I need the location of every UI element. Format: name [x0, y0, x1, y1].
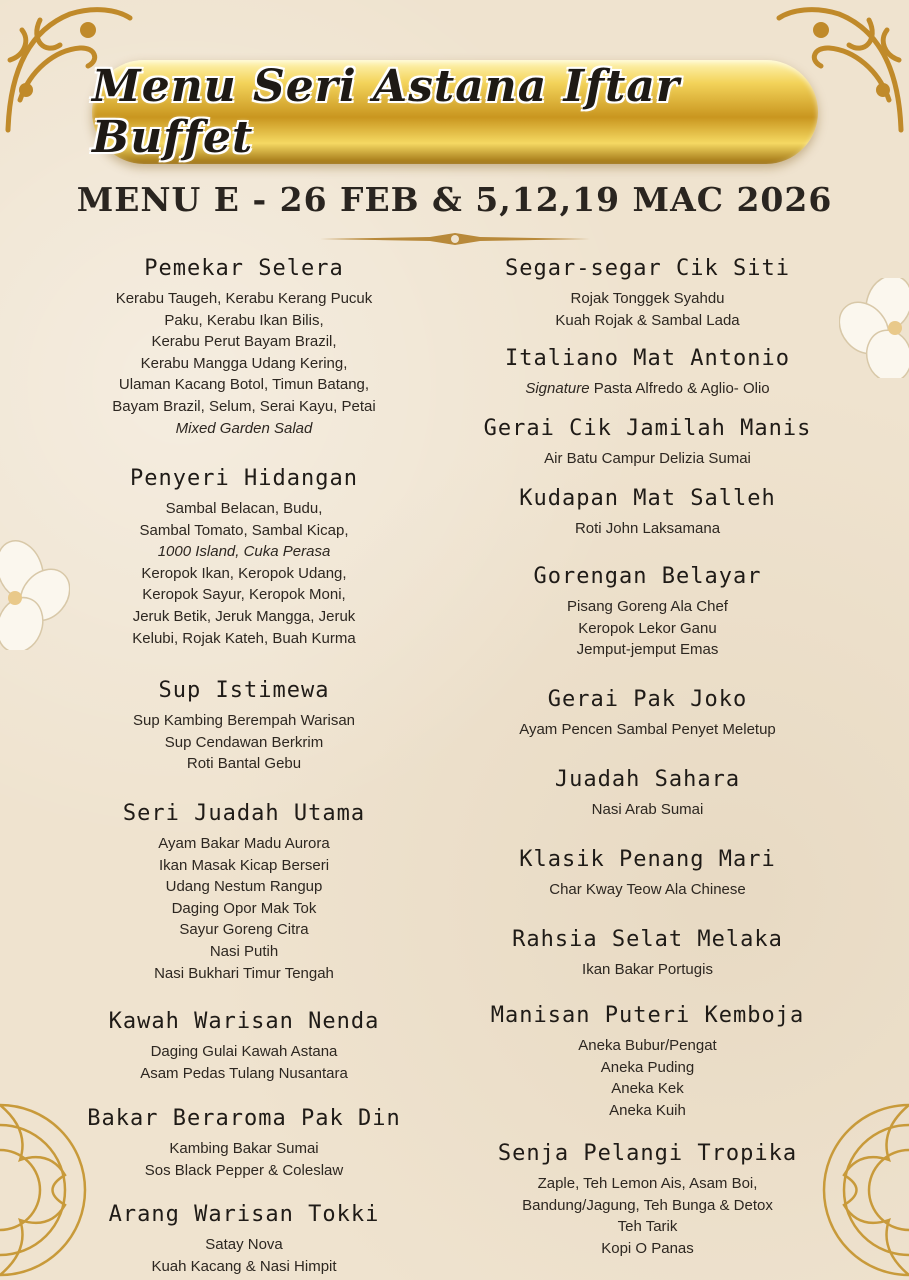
menu-item: Satay Nova	[205, 1236, 283, 1253]
menu-item: Bandung/Jagung, Teh Bunga & Detox	[522, 1196, 773, 1214]
menu-item: Kambing Bakar Sumai	[169, 1140, 319, 1157]
menu-section	[455, 845, 840, 925]
menu-subtitle: MENU E - 26 FEB & 5,12,19 MAC 2026	[76, 180, 833, 219]
menu-section	[455, 685, 840, 765]
menu-section	[44, 254, 444, 464]
menu-item: Udang Nestum Rangup	[165, 878, 323, 896]
menu-item: Roti Bantal Gebu	[186, 755, 302, 773]
menu-item: Kopi O Panas	[601, 1239, 694, 1257]
menu-section	[455, 484, 840, 562]
menu-item: Ulaman Kacang Botol, Timun Batang,	[118, 376, 370, 394]
menu-item: Aneka Kuih	[609, 1101, 686, 1119]
menu-item: Char Kway Teow Ala Chinese	[549, 881, 746, 898]
menu-item: Asam Pedas Tulang Nusantara	[140, 1064, 348, 1082]
menu-item: Jeruk Betik, Jeruk Mangga, Jeruk	[132, 607, 356, 625]
menu-item: Aneka Bubur/Pengat	[578, 1037, 717, 1054]
menu-item: Air Batu Campur Delizia Sumai	[544, 450, 751, 467]
menu-item: Kerabu Perut Bayam Brazil,	[151, 333, 337, 351]
menu-item: Keropok Sayur, Keropok Moni,	[142, 586, 346, 604]
section-title: Gerai Pak Joko	[547, 687, 748, 712]
menu-section	[455, 414, 840, 484]
menu-item: Kelubi, Rojak Kateh, Buah Kurma	[132, 629, 356, 647]
section-title: Italiano Mat Antonio	[505, 346, 790, 371]
menu-item: Ayam Pencen Sambal Penyet Meletup	[519, 721, 776, 738]
section-title: Senja Pelangi Tropika	[497, 1141, 798, 1166]
menu-item: Aneka Puding	[600, 1058, 695, 1076]
menu-item: Kuah Kacang & Nasi Himpit	[151, 1257, 337, 1275]
menu-section	[44, 1104, 444, 1200]
menu-item: Sup Kambing Berempah Warisan	[132, 712, 356, 729]
menu-item: Sayur Goreng Citra	[179, 921, 309, 939]
menu-item: Roti John Laksamana	[574, 520, 721, 537]
menu-section	[455, 254, 840, 344]
menu-item: Nasi Arab Sumai	[591, 801, 704, 818]
divider-ornament-icon	[320, 230, 590, 248]
menu-item: Kerabu Mangga Udang Kering,	[140, 354, 348, 372]
menu-item: Pisang Goreng Ala Chef	[567, 598, 728, 615]
menu-item: Zaple, Teh Lemon Ais, Asam Boi,	[537, 1175, 758, 1192]
section-title: Bakar Beraroma Pak Din	[87, 1106, 401, 1131]
menu-section	[455, 562, 840, 685]
menu-item: Kerabu Taugeh, Kerabu Kerang Pucuk	[115, 290, 373, 307]
menu-section	[455, 1139, 840, 1259]
menu-item: Kuah Rojak & Sambal Lada	[555, 311, 740, 329]
menu-item: Ayam Bakar Madu Aurora	[158, 835, 330, 852]
menu-item: Sup Cendawan Berkrim	[164, 733, 324, 751]
menu-item: Keropok Lekor Ganu	[578, 619, 717, 637]
menu-section	[44, 1007, 444, 1104]
section-title: Rahsia Selat Melaka	[512, 927, 783, 952]
menu-item: Sambal Tomato, Sambal Kicap,	[139, 521, 349, 539]
menu-item: Mixed Garden Salad	[175, 419, 313, 437]
section-title: Pemekar Selera	[144, 256, 344, 281]
menu-item: Sambal Belacan, Budu,	[165, 500, 323, 517]
menu-item: Teh Tarik	[617, 1218, 678, 1236]
menu-section	[44, 676, 444, 799]
section-title: Kudapan Mat Salleh	[519, 486, 776, 511]
menu-item: Rojak Tonggek Syahdu	[570, 290, 725, 307]
section-title: Kawah Warisan Nenda	[108, 1009, 380, 1034]
menu-column-right	[455, 254, 840, 1259]
section-title: Gorengan Belayar	[533, 564, 762, 589]
section-title: Seri Juadah Utama	[122, 801, 366, 826]
page-title: Menu Seri Astana Iftar Buffet	[92, 61, 681, 163]
section-title: Penyeri Hidangan	[130, 466, 358, 491]
section-title: Manisan Puteri Kemboja	[490, 1003, 805, 1028]
menu-item: Nasi Putih	[209, 942, 279, 960]
menu-item: Daging Gulai Kawah Astana	[150, 1043, 338, 1060]
flower-right-icon	[839, 278, 909, 378]
section-title: Klasik Penang Mari	[519, 847, 776, 872]
menu-section	[44, 464, 444, 676]
menu-item: 1000 Island, Cuka Perasa	[157, 543, 331, 561]
menu-item: Ikan Bakar Portugis	[582, 961, 713, 978]
menu-section: Italiano Mat Antonio Signature Pasta Alfredo & Aglio- Olio	[455, 344, 840, 414]
menu-section	[455, 1001, 840, 1139]
section-title: Segar-segar Cik Siti	[505, 256, 790, 281]
menu-item: Daging Opor Mak Tok	[171, 899, 317, 917]
menu-column-left	[44, 254, 444, 1277]
menu-section	[44, 799, 444, 1007]
menu-item: Aneka Kek	[611, 1080, 684, 1098]
section-title: Arang Warisan Tokki	[108, 1202, 380, 1227]
section-title: Gerai Cik Jamilah Manis	[483, 416, 812, 441]
menu-section	[455, 765, 840, 845]
menu-item: Paku, Kerabu Ikan Bilis,	[164, 311, 324, 329]
section-title: Juadah Sahara	[554, 767, 741, 792]
menu-item: Sos Black Pepper & Coleslaw	[144, 1161, 344, 1179]
menu-item: Jemput-jemput Emas	[576, 641, 719, 659]
menu-section	[455, 925, 840, 1001]
menu-item: Nasi Bukhari Timur Tengah	[154, 964, 334, 982]
title-banner	[92, 60, 818, 164]
menu-item: Keropok Ikan, Keropok Udang,	[141, 564, 347, 582]
menu-section	[44, 1200, 444, 1277]
menu-item: Ikan Masak Kicap Berseri	[158, 856, 330, 874]
menu-item: Bayam Brazil, Selum, Serai Kayu, Petai	[112, 397, 376, 415]
section-title: Sup Istimewa	[158, 678, 330, 703]
